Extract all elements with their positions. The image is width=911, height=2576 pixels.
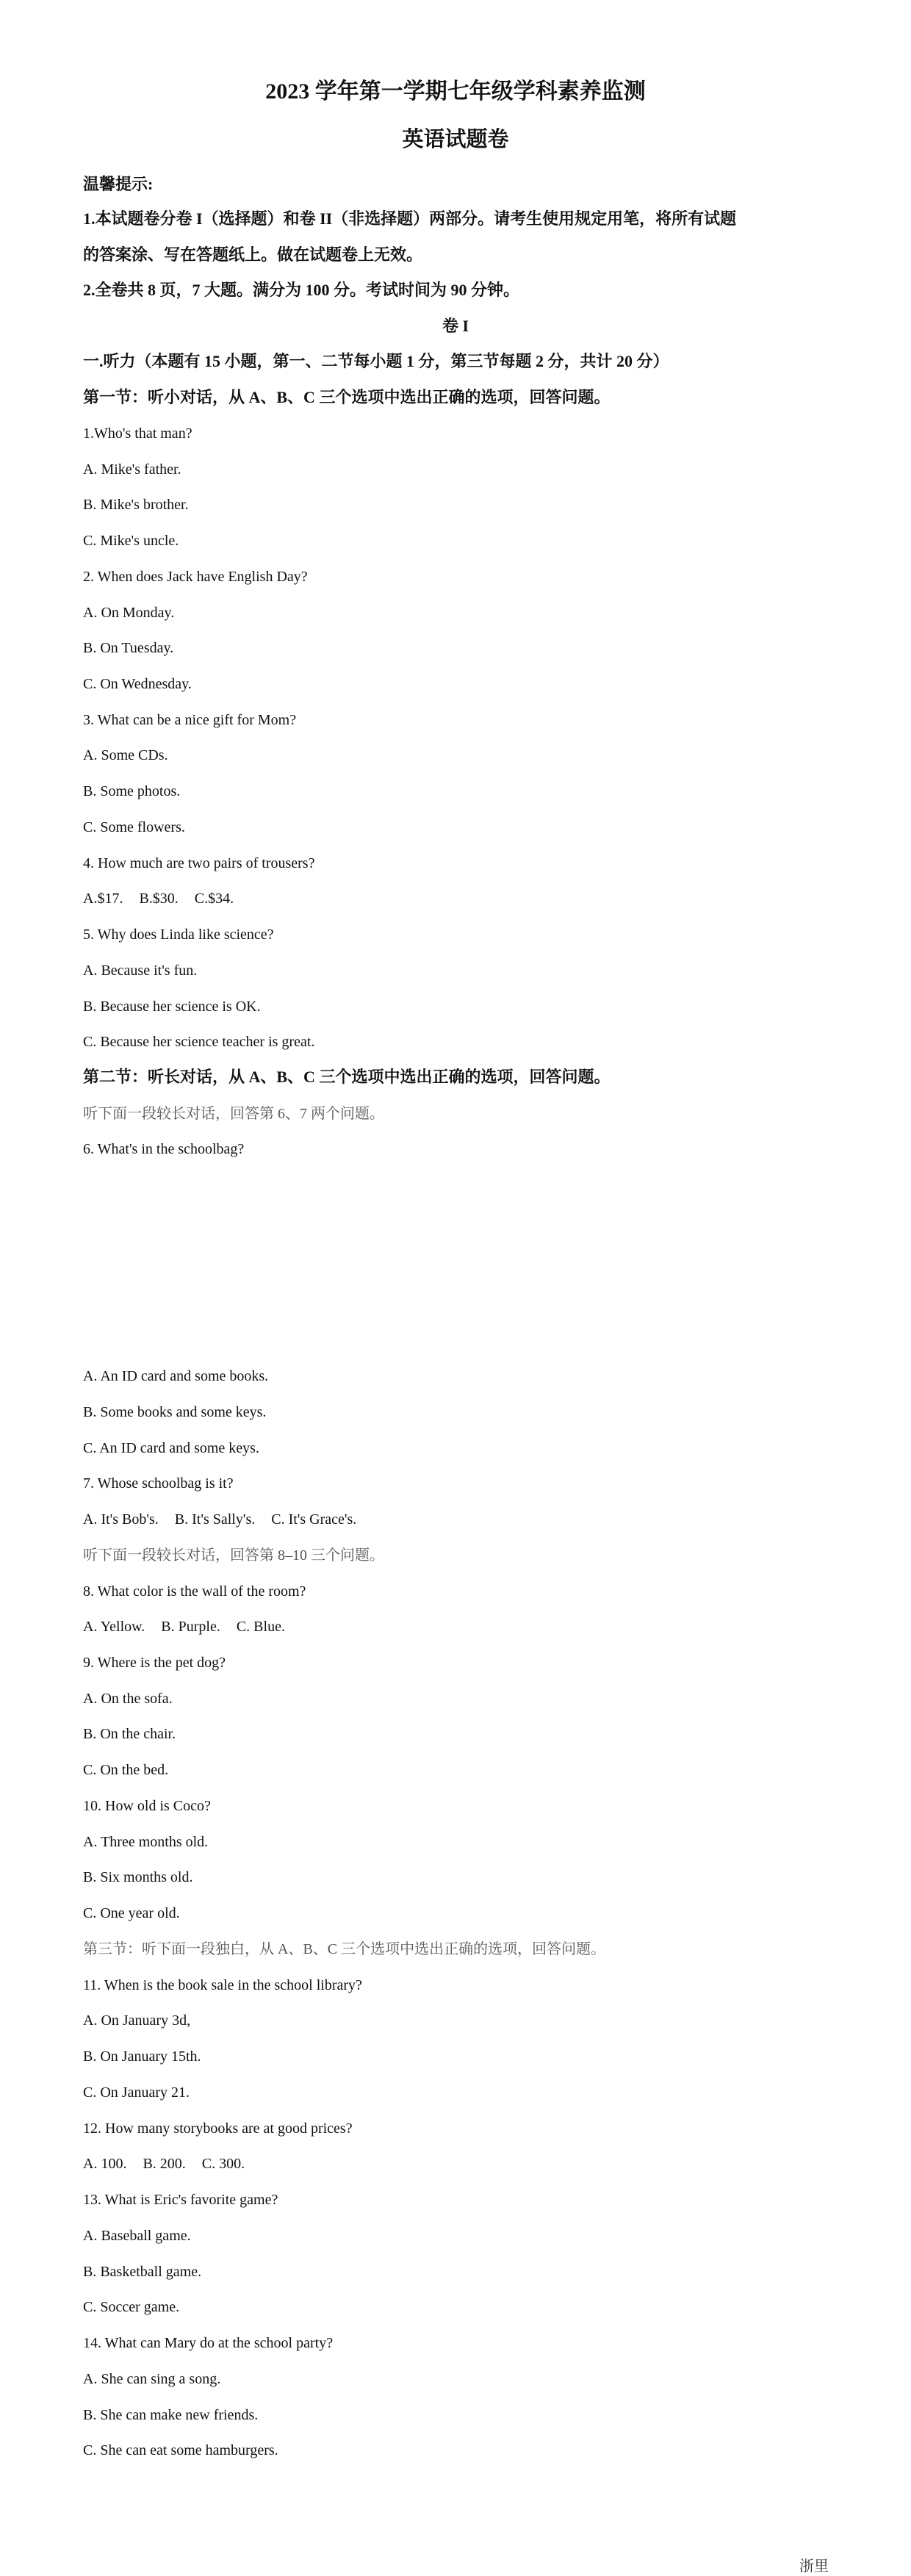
- question-7: 7. Whose schoolbag is it?: [83, 1475, 234, 1492]
- q1-option-c: C. Mike's uncle.: [83, 533, 179, 549]
- q7-option-b: B. It's Sally's.: [174, 1511, 256, 1528]
- q11-option-a: A. On January 3d,: [83, 2012, 191, 2029]
- volume-1-heading: 卷 I: [442, 317, 469, 335]
- q1-option-a: A. Mike's father.: [83, 461, 181, 478]
- notice-line-1: 1.本试题卷分卷 I（选择题）和卷 II（非选择题）两部分。请考生使用规定用笔，将所有试题: [83, 209, 737, 228]
- q7-options: [83, 1510, 356, 1529]
- q9-option-a: A. On the sofa.: [83, 1691, 173, 1707]
- exam-subtitle: 英语试题卷: [402, 128, 509, 151]
- q11-option-b: B. On January 15th.: [83, 2048, 201, 2065]
- question-14: 14. What can Mary do at the school party?: [83, 2335, 334, 2351]
- question-5: 5. Why does Linda like science?: [83, 927, 274, 943]
- question-4: 4. How much are two pairs of trousers?: [83, 855, 315, 871]
- q11-option-c: C. On January 21.: [83, 2084, 190, 2101]
- q12-option-b: B. 200.: [143, 2156, 186, 2172]
- q9-option-b: B. On the chair.: [83, 1726, 176, 1742]
- footer-watermark: 浙里: [799, 2558, 829, 2575]
- q7-option-c: C. It's Grace's.: [271, 1511, 357, 1528]
- q10-option-c: C. One year old.: [83, 1905, 180, 1921]
- question-12: 12. How many storybooks are at good prices?: [83, 2120, 353, 2137]
- q2-option-a: A. On Monday.: [83, 605, 175, 621]
- question-9: 9. Where is the pet dog?: [83, 1655, 226, 1671]
- q2-option-c: C. On Wednesday.: [83, 676, 192, 692]
- q5-option-b: B. Because her science is OK.: [83, 999, 261, 1015]
- q9-option-c: C. On the bed.: [83, 1762, 169, 1778]
- q13-option-a: A. Baseball game.: [83, 2228, 191, 2244]
- question-11: 11. When is the book sale in the school library?: [83, 1977, 362, 1993]
- part-1-heading: 一.听力（本题有 15 小题，第一、二节每小题 1 分，第三节每题 2 分，共计 20 分）: [83, 352, 669, 370]
- section-2-note-1: 听下面一段较长对话，回答第 6、7 两个问题。: [83, 1106, 384, 1122]
- q4-options: [83, 889, 234, 908]
- q4-option-c: C.$34.: [194, 891, 234, 907]
- q12-option-a: A. 100.: [83, 2156, 127, 2172]
- q8-option-c: C. Blue.: [236, 1619, 285, 1635]
- q3-option-a: A. Some CDs.: [83, 747, 168, 763]
- q5-option-c: C. Because her science teacher is great.: [83, 1034, 315, 1050]
- q4-option-a: A.$17.: [83, 891, 123, 907]
- q3-option-c: C. Some flowers.: [83, 819, 185, 835]
- notice-line-3: 2.全卷共 8 页，7 大题。满分为 100 分。考试时间为 90 分钟。: [83, 281, 520, 299]
- q8-option-b: B. Purple.: [161, 1619, 220, 1635]
- q3-option-b: B. Some photos.: [83, 783, 181, 799]
- section-1-heading: 第一节：听小对话，从 A、B、C 三个选项中选出正确的选项，回答问题。: [83, 388, 611, 406]
- q8-option-a: A. Yellow.: [83, 1619, 145, 1635]
- q14-option-a: A. She can sing a song.: [83, 2371, 221, 2387]
- question-13: 13. What is Eric's favorite game?: [83, 2192, 278, 2208]
- q4-option-b: B.$30.: [139, 891, 179, 907]
- q13-option-c: C. Soccer game.: [83, 2299, 180, 2315]
- section-3-heading: 第三节：听下面一段独白，从 A、B、C 三个选项中选出正确的选项，回答问题。: [83, 1941, 606, 1957]
- q6-option-a: A. An ID card and some books.: [83, 1368, 269, 1384]
- q13-option-b: B. Basketball game.: [83, 2264, 202, 2280]
- question-2: 2. When does Jack have English Day?: [83, 569, 308, 585]
- notice-heading: 温馨提示:: [83, 175, 154, 193]
- q14-option-b: B. She can make new friends.: [83, 2407, 259, 2423]
- q10-option-b: B. Six months old.: [83, 1869, 193, 1885]
- question-3: 3. What can be a nice gift for Mom?: [83, 712, 297, 728]
- q6-option-b: B. Some books and some keys.: [83, 1404, 267, 1420]
- question-8: 8. What color is the wall of the room?: [83, 1583, 306, 1600]
- q5-option-a: A. Because it's fun.: [83, 963, 198, 979]
- question-10: 10. How old is Coco?: [83, 1798, 211, 1814]
- q1-option-b: B. Mike's brother.: [83, 497, 189, 513]
- q12-options: [83, 2154, 245, 2173]
- q6-option-c: C. An ID card and some keys.: [83, 1440, 259, 1456]
- section-2-heading: 第二节：听长对话，从 A、B、C 三个选项中选出正确的选项，回答问题。: [83, 1068, 611, 1086]
- q7-option-a: A. It's Bob's.: [83, 1511, 159, 1528]
- q8-options: [83, 1617, 285, 1636]
- notice-line-2: 的答案涂、写在答题纸上。做在试题卷上无效。: [83, 245, 423, 264]
- q14-option-c: C. She can eat some hamburgers.: [83, 2442, 278, 2458]
- q12-option-c: C. 300.: [201, 2156, 245, 2172]
- question-6: 6. What's in the schoolbag?: [83, 1141, 245, 1157]
- q10-option-a: A. Three months old.: [83, 1834, 209, 1850]
- q2-option-b: B. On Tuesday.: [83, 640, 174, 656]
- question-1: 1.Who's that man?: [83, 425, 192, 442]
- exam-title: 2023 学年第一学期七年级学科素养监测: [265, 79, 646, 104]
- section-2-note-2: 听下面一段较长对话，回答第 8–10 三个问题。: [83, 1547, 384, 1564]
